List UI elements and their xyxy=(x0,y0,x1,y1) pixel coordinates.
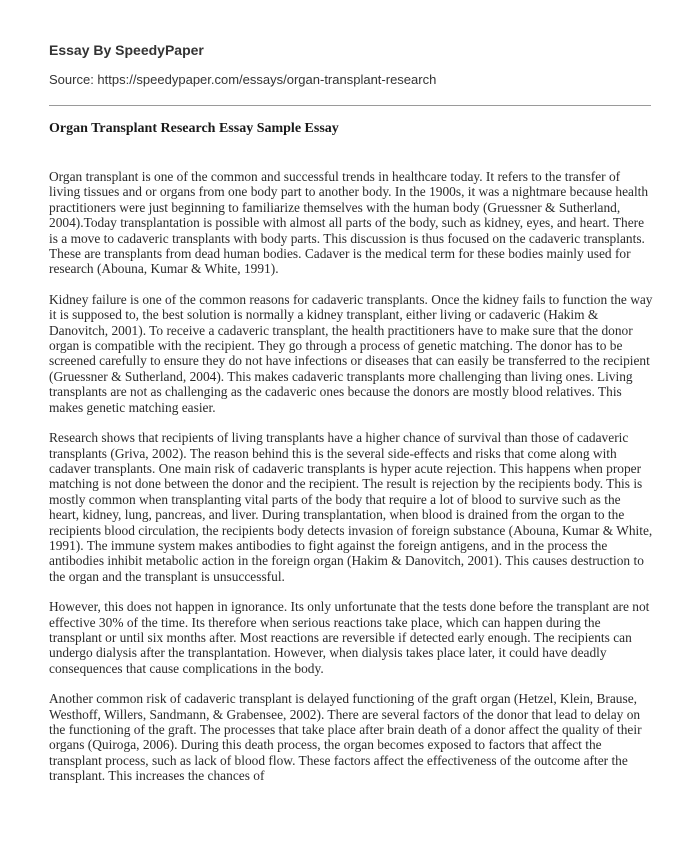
essay-body xyxy=(49,169,653,799)
essay-title: Organ Transplant Research Essay Sample Essay xyxy=(49,121,339,136)
paragraph: Research shows that recipients of living transplants have a higher chance of survival than those of cadaveric transplants (Griva, 2002). The reason behind this is the several side-effects and risks that come along with cadaver transplants. One main risk of cadaveric transplants is hyper acute rejection. This happens when proper matching is not done between the donor and the recipient. The result is rejection by the recipients body. This is mostly common when transplanting vital parts of the body that require a lot of blood to survive such as the heart, kidney, lung, pancreas, and liver. During transplantation, when blood is drained from the organ to the recipients blood circulation, the recipients body detects invasion of foreign substance (Abouna, Kumar & White, 1991). The immune system makes antibodies to fight against the foreign antigens, and in the process the antibodies inhibit metabolic action in the foreign organ (Hakim & Danovitch, 2001). This causes destruction to the organ and the transplant is unsuccessful. xyxy=(49,430,653,584)
paragraph: Organ transplant is one of the common and successful trends in healthcare today. It refers to the transfer of living tissues and or organs from one body part to another body. In the 1900s, it was a nightmare because health practitioners were just beginning to familiarize themselves with the human body (Gruessner & Sutherland, 2004).Today transplantation is possible with almost all parts of the body, such as kidney, eyes, and heart. There is a move to cadaveric transplants with body parts. This discussion is thus focused on the cadaveric transplants. These are transplants from dead human bodies. Cadaver is the medical term for these bodies mainly used for research (Abouna, Kumar & White, 1991). xyxy=(49,169,649,277)
paragraph: Another common risk of cadaveric transplant is delayed functioning of the graft organ (Hetzel, Klein, Brause, Westhoff, Willers, Sandmann, & Grabensee, 2002). There are several factors of the donor that lead to delay on the functioning of the graft. The processes that take place after brain death of a donor affect the quality of their organs (Quiroga, 2006). During this death process, the organ becomes exposed to factors that affect the transplant process, such as lack of blood flow. These factors affect the effectiveness of the outcome after the transplant. This increases the chances of xyxy=(49,691,642,784)
paragraph: However, this does not happen in ignorance. Its only unfortunate that the tests done before the transplant are not effective 30% of the time. Its therefore when serious reactions take place, which can happen during the transplant or until six months after. Most reactions are reversible if detected early enough. The recipients can undergo dialysis after the transplantation. However, when dialysis takes place later, it could have deadly consequences that cause complications in the body. xyxy=(49,599,650,676)
brand-heading: Essay By SpeedyPaper xyxy=(49,42,204,58)
source-line: Source: https://speedypaper.com/essays/organ-transplant-research xyxy=(49,72,437,87)
header-divider xyxy=(49,105,651,106)
paragraph: Kidney failure is one of the common reasons for cadaveric transplants. Once the kidney fails to function the way it is supposed to, the best solution is normally a kidney transplant, either living or cadaveric (Hakim & Danovitch, 2001). To receive a cadaveric transplant, the health practitioners have to make sure that the donor organ is compatible with the recipient. They go through a process of genetic matching. The donor has to be screened carefully to ensure they do not have infections or diseases that can easily be transferred to the recipient (Gruessner & Sutherland, 2004). This makes cadaveric transplants more challenging than living ones. Living transplants are not as challenging as the cadaveric ones because the donors are mostly blood relatives. This makes genetic matching easier. xyxy=(49,291,653,415)
